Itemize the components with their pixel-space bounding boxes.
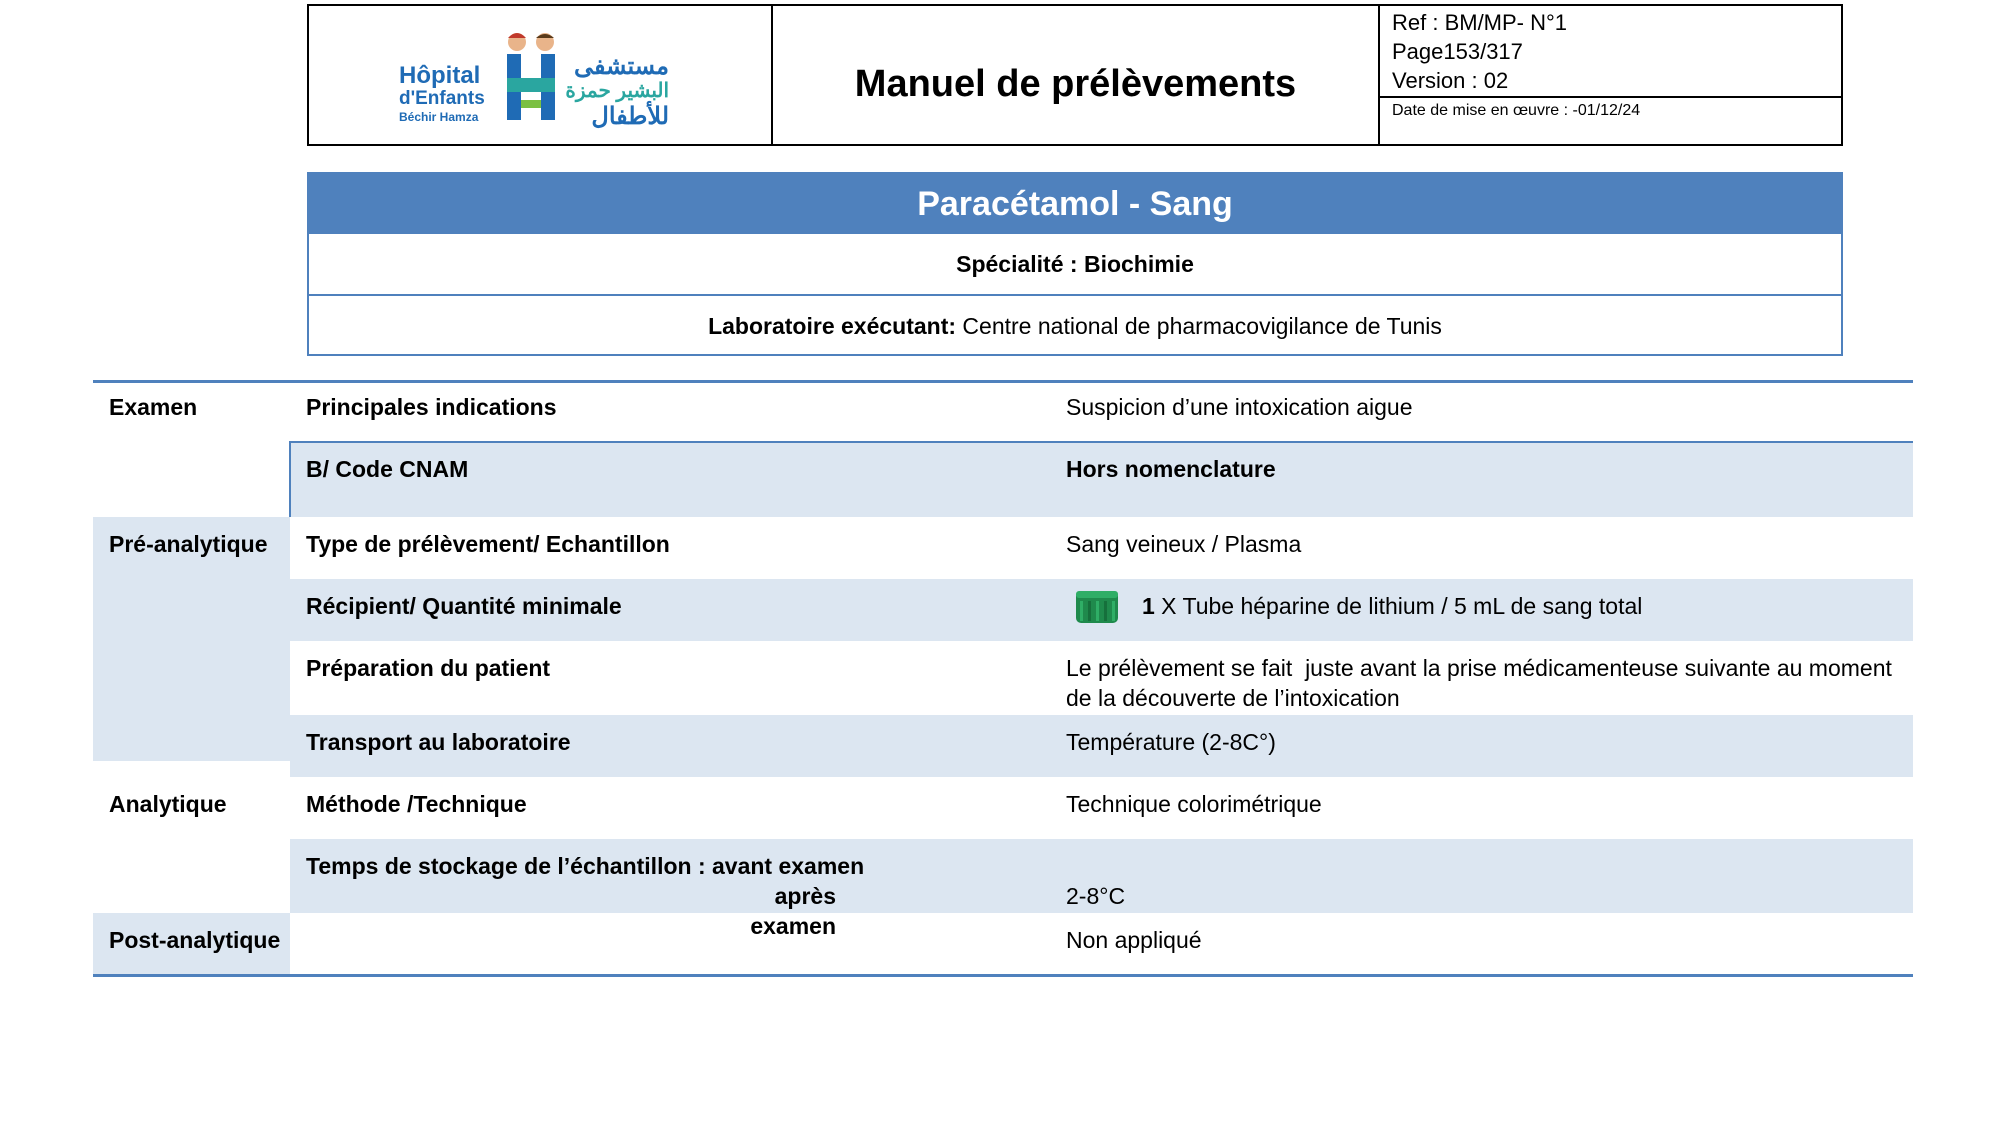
category-analytique: Analytique xyxy=(109,791,227,817)
preparation-value: Le prélèvement se fait juste avant la prise médicamenteuse suivante au moment de la découverte de l’intoxication xyxy=(1066,655,1899,711)
category-postanalytique: Post-analytique xyxy=(109,927,281,953)
methode-value: Technique colorimétrique xyxy=(1066,791,1322,817)
specialite-value: Biochimie xyxy=(1083,250,1194,277)
indications-value: Suspicion d’une intoxication aigue xyxy=(1066,394,1413,420)
logo-text-fr-1: Hôpital xyxy=(399,62,481,89)
recipient-label: Récipient/ Quantité minimale xyxy=(306,593,622,619)
table-top-rule xyxy=(93,380,1913,383)
logo-text-ar-3: للأطفال xyxy=(591,103,669,130)
postanalytique-value: Non appliqué xyxy=(1066,927,1202,953)
indications-label: Principales indications xyxy=(306,394,557,420)
laboratoire-value: Centre national de pharmacovigilance de Tunis xyxy=(956,312,1442,339)
type-label: Type de prélèvement/ Echantillon xyxy=(306,531,670,557)
doc-page: Page153/317 xyxy=(1392,39,1523,64)
transport-label: Transport au laboratoire xyxy=(306,729,571,755)
specialite-row xyxy=(309,234,1841,294)
manual-title: Manuel de prélèvements xyxy=(854,62,1297,105)
doc-version: Version : 02 xyxy=(1392,68,1509,93)
stockage-label-avant: Temps de stockage de l’échantillon : avant examen xyxy=(306,853,865,879)
preparation-label: Préparation du patient xyxy=(306,655,551,681)
cnam-rule xyxy=(289,441,1913,443)
recipient-quantity: 1 xyxy=(1142,593,1155,619)
hospital-logo xyxy=(399,28,669,128)
stockage-value: 2-8°C xyxy=(1066,883,1126,909)
type-value: Sang veineux / Plasma xyxy=(1066,531,1302,557)
test-title: Paracétamol - Sang xyxy=(309,174,1841,234)
logo-text-ar-2: البشير حمزة xyxy=(565,80,669,102)
meta-cell xyxy=(1380,6,1841,144)
transport-value: Température (2-8C°) xyxy=(1066,729,1276,755)
category-examen: Examen xyxy=(109,394,198,420)
logo-text-ar-1: مستشفى xyxy=(573,53,669,80)
laboratoire-row xyxy=(309,294,1841,356)
cnam-value: Hors nomenclature xyxy=(1066,456,1276,482)
logo-text-fr-3: Béchir Hamza xyxy=(399,110,479,124)
title-cell xyxy=(773,6,1380,144)
cnam-label: B/ Code CNAM xyxy=(306,456,469,482)
doc-ref: Ref : BM/MP- N°1 xyxy=(1392,10,1568,35)
test-title-block xyxy=(307,172,1843,356)
green-tube-icon xyxy=(1074,587,1120,627)
logo-cell xyxy=(309,6,773,144)
logo-text-fr-2: d'Enfants xyxy=(399,88,485,109)
methode-label: Méthode /Technique xyxy=(306,791,527,817)
cnam-side-rule xyxy=(289,441,291,517)
category-preanalytique: Pré-analytique xyxy=(109,531,268,557)
recipient-value xyxy=(1142,591,1642,621)
doc-date: Date de mise en œuvre : -01/12/24 xyxy=(1392,102,1641,119)
table-bottom-rule xyxy=(93,974,1913,977)
recipient-description: X Tube héparine de lithium / 5 mL de sang total xyxy=(1154,593,1643,619)
specialite-label: Spécialité : xyxy=(956,250,1084,277)
document-header xyxy=(307,4,1843,146)
laboratoire-label: Laboratoire exécutant: xyxy=(708,312,957,339)
stockage-label-apres: après examen xyxy=(750,883,836,939)
hospital-h-icon xyxy=(501,28,565,124)
doc-meta xyxy=(1380,6,1841,98)
